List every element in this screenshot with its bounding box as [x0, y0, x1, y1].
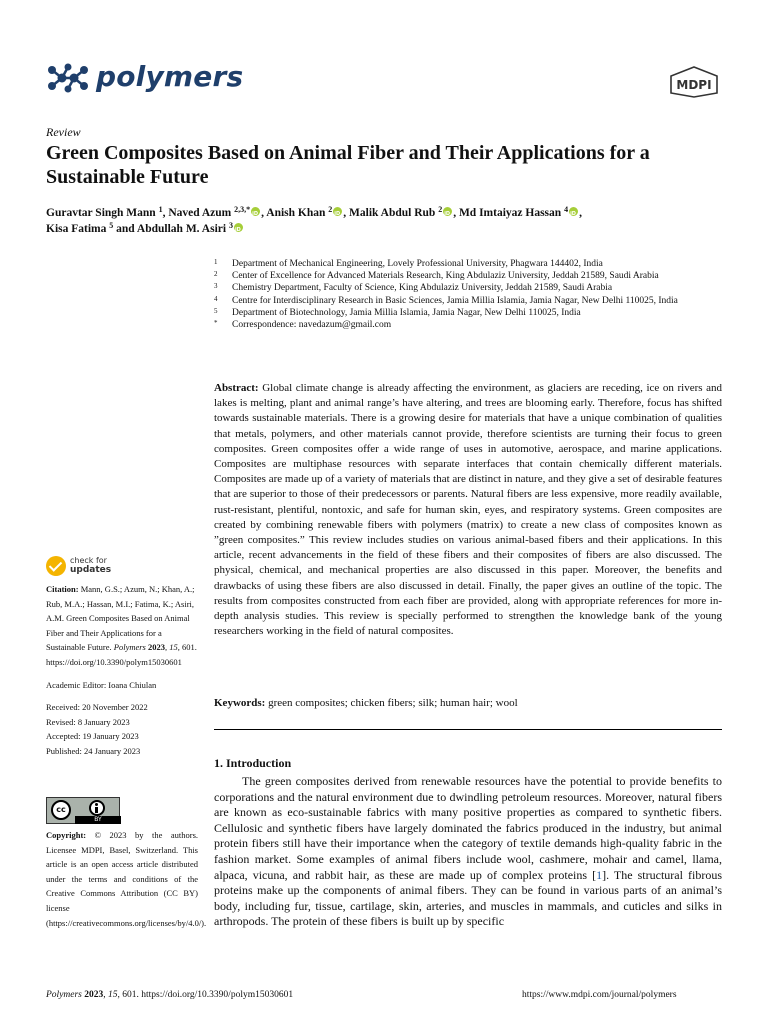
- author-affiliation-sup: 2: [328, 205, 333, 214]
- affiliation-number: *: [214, 319, 218, 328]
- affiliation-item: [214, 270, 724, 282]
- author-separator: ,: [343, 207, 350, 219]
- author-separator: and: [113, 223, 137, 235]
- citation-text: Mann, G.S.; Azum, N.; Khan, A.; Rub, M.A.; Hassan, M.I.; Fatima, K.; Asiri, A.M. Green Composites Based on Animal Fiber and Their Applications for a Sustainable Future.: [46, 584, 195, 653]
- affiliation-number: 1: [214, 258, 218, 266]
- orcid-icon[interactable]: [443, 207, 452, 216]
- published-date: Published: 24 January 2023: [46, 745, 141, 756]
- author-separator: ,: [453, 207, 459, 219]
- footer-volume: 15: [108, 990, 118, 1000]
- article-type: Review: [46, 125, 81, 139]
- author-separator: ,: [261, 207, 267, 219]
- author-name: Abdullah M. Asiri: [136, 223, 227, 235]
- footer-journal-url[interactable]: https://www.mdpi.com/journal/polymers: [522, 990, 677, 1000]
- author-name: Md Imtaiyaz Hassan: [458, 207, 562, 219]
- sidebar: [46, 582, 198, 759]
- citation-year: 2023: [148, 642, 165, 653]
- keywords-label: Keywords:: [214, 697, 266, 709]
- accepted-date: Accepted: 19 January 2023: [46, 731, 139, 742]
- introduction-paragraph: [214, 774, 722, 930]
- orcid-icon[interactable]: [569, 207, 578, 216]
- author-separator: ,: [162, 207, 169, 219]
- affiliation-item: [214, 282, 724, 294]
- affiliation-text: Department of Mechanical Engineering, Lovely Professional University, Phagwara 144402, India: [232, 259, 603, 269]
- abstract-text: Global climate change is already affecting the environment, as glaciers are receding, ice on rivers and lakes is melting, plant and animal range’s have altering, and trees are blooming early. Therefore, focus has shifted towards sustainable materials. There is a growing desire for materials that have a unique combination of qualities that metals, polymers, and other materials cannot provide, therefore scientists are turning their focus to green composites. Green composites offer a wide range of uses in automotive, aerospace, and marine applications. Composites are multiphase resources with separate interfaces that contain chemically different materials. Composites are made up of a variety of materials that are distinct in nature, and they give a set of desirable features that are superior to those of their predecessors or parents. Natural fibers are less expensive, more readily available, rust-resistant, plentiful, nontoxic, and safe for human skin, eyes, and respiratory systems. Green composites are created by combining renewable fibers with polymers (matrix) to create a new class of composites known as ”green composites.” This review includes studies on various animal-based fibers and their applications. In this article, recent advancements in the field of these fibers and their composites of fibers are also discussed. The physical, chemical, and mechanical properties are also discussed in this paper. Moreover, the benefits and drawbacks of using these fibers are also discussed in detail. Finally, the paper gives an outline of the topic. The results from composites constructed from each fiber are provided, along with appropriate references for more in-depth analysis studies. This review is specially performed to strengthen the knowledge bank of the young researchers working in the field of natural composites.: [214, 382, 722, 638]
- author-affiliation-sup: 4: [564, 205, 569, 214]
- copyright-text: © 2023 by the authors. Licensee MDPI, Basel, Switzerland. This article is an open access article distributed under the terms and conditions of the Creative Commons Attribution (CC BY) license (https://creativecommons.org/licenses/by/4.0/).: [46, 830, 207, 928]
- author-name: Kisa Fatima: [46, 223, 107, 235]
- by-label: BY: [75, 816, 121, 824]
- author-list: [46, 205, 726, 237]
- affiliation-number: 2: [214, 270, 218, 279]
- author-affiliation-sup: 2: [438, 205, 443, 214]
- affiliation-item: [214, 258, 724, 270]
- polymers-logo-icon: [46, 62, 90, 94]
- author-name: Naved Azum: [168, 207, 232, 219]
- citation-journal: Polymers: [113, 642, 146, 653]
- citation-label: Citation:: [46, 584, 79, 594]
- affiliation-item: [214, 319, 724, 331]
- affiliation-text: Center of Excellence for Advanced Materials Research, King Abdulaziz University, Jeddah 21589, Saudi Arabia: [232, 271, 659, 282]
- author-affiliation-sup: 3: [228, 221, 233, 230]
- affiliation-list: [214, 258, 724, 331]
- check-updates-line2: updates: [70, 565, 112, 575]
- section-heading-introduction: 1. Introduction: [214, 756, 292, 770]
- affiliation-text: Department of Biotechnology, Jamia Millia Islamia, Jamia Nagar, New Delhi 110025, India: [232, 307, 581, 318]
- affiliation-number: 3: [214, 282, 218, 291]
- affiliation-number: 4: [214, 294, 218, 303]
- orcid-icon[interactable]: [234, 223, 243, 232]
- orcid-icon[interactable]: [333, 207, 342, 216]
- check-updates-line1: check for: [70, 556, 107, 565]
- copyright-notice: [46, 828, 207, 930]
- author-affiliation-sup: 5: [109, 221, 114, 230]
- cc-icon: cc: [51, 800, 71, 820]
- check-updates-icon: [46, 556, 66, 576]
- revised-date: Revised: 8 January 2023: [46, 716, 130, 727]
- affiliation-text: Chemistry Department, Faculty of Science, King Abdulaziz University, Jeddah 21589, Saudi Arabia: [232, 283, 613, 294]
- affiliation-item: [214, 295, 724, 307]
- academic-editor: Academic Editor: Ioana Chiulan: [46, 679, 157, 690]
- affiliation-item: [214, 307, 724, 319]
- check-for-updates-button[interactable]: [46, 556, 156, 580]
- abstract: [214, 381, 722, 639]
- author-affiliation-sup: 2,3,*: [234, 205, 251, 214]
- author-name: Malik Abdul Rub: [349, 207, 436, 219]
- article-title: Green Composites Based on Animal Fiber and Their Applications for a Sustainable Future: [46, 142, 650, 188]
- abstract-label: Abstract:: [214, 382, 259, 394]
- received-date: Received: 20 November 2022: [46, 702, 148, 713]
- affiliation-text: Centre for Interdisciplinary Research in Basic Sciences, Jamia Millia Islamia, Jamia Nagar, New Delhi 110025, India: [232, 295, 678, 306]
- keywords: [214, 696, 722, 711]
- footer-citation: Polymers 2023, 15, 601. https://doi.org/10.3390/polym15030601: [46, 990, 294, 1000]
- footer-year: 2023: [84, 990, 104, 1000]
- mdpi-logo-icon: [668, 66, 720, 98]
- mdpi-logo-text: MDPI: [676, 78, 712, 92]
- check-updates-text: [70, 556, 111, 575]
- intro-text-1: The green composites derived from renewable resources have the potential to provide benefits to corporations and the natural environment due to dwindling petroleum resources. Moreover, natural fibers are known as eco-sustainable fabrics with many positive properties as compared to synthetic fibers. Cellulosic and synthetic fibers have largely dominated the fabrics produced in the industry, but animal protein fibers still have their importance when the category of textile demands high-quality fabric in the fashion market. Some examples of animal fibers include wool, cashmere, mohair and camel, llama, alpaca, vicuna, and rabbit hair, as these are made up of complex proteins [: [214, 774, 722, 882]
- citation-link[interactable]: 1: [596, 867, 603, 882]
- author-affiliation-sup: 1: [158, 205, 163, 214]
- author-separator: ,: [579, 207, 582, 219]
- citation-doi[interactable]: , 601. https://doi.org/10.3390/polym15030601: [46, 642, 197, 667]
- cc-by-license-badge[interactable]: [46, 797, 120, 824]
- citation-block: Citation: Mann, G.S.; Azum, N.; Khan, A.; Rub, M.A.; Hassan, M.I.; Fatima, K.; Asiri, A.M. Green Composites Based on Animal Fiber and Their Applications for a Sustainable Future. Polymers 2023, 15, 601. https://doi.org/10.3390/polym15030601: [46, 584, 197, 667]
- keywords-text: green composites; chicken fibers; silk; human hair; wool: [268, 697, 518, 709]
- attribution-person-icon: [89, 800, 105, 816]
- author-name: Guravtar Singh Mann: [46, 207, 156, 219]
- journal-name: polymers: [96, 60, 244, 93]
- orcid-icon[interactable]: [251, 207, 260, 216]
- author-name: Anish Khan: [266, 207, 326, 219]
- footer-doi[interactable]: , 601. https://doi.org/10.3390/polym15030601: [117, 990, 294, 1000]
- divider: [214, 729, 722, 730]
- affiliation-text: Correspondence: navedazum@gmail.com: [232, 320, 392, 331]
- citation-volume: 15: [169, 642, 178, 653]
- footer-journal: Polymers: [46, 990, 82, 1000]
- copyright-label: Copyright:: [46, 830, 87, 840]
- affiliation-number: 5: [214, 306, 218, 315]
- intro-text-2: ]. The structural fibrous proteins make up the components of animal fibers. They can be found in various parts of an animal’s body, including fur, tissue, cartilage, skin, arteries, and muscles in mammals, and cuticles and silks in arthropods. The protein of these fibers is built up by specific: [214, 867, 722, 929]
